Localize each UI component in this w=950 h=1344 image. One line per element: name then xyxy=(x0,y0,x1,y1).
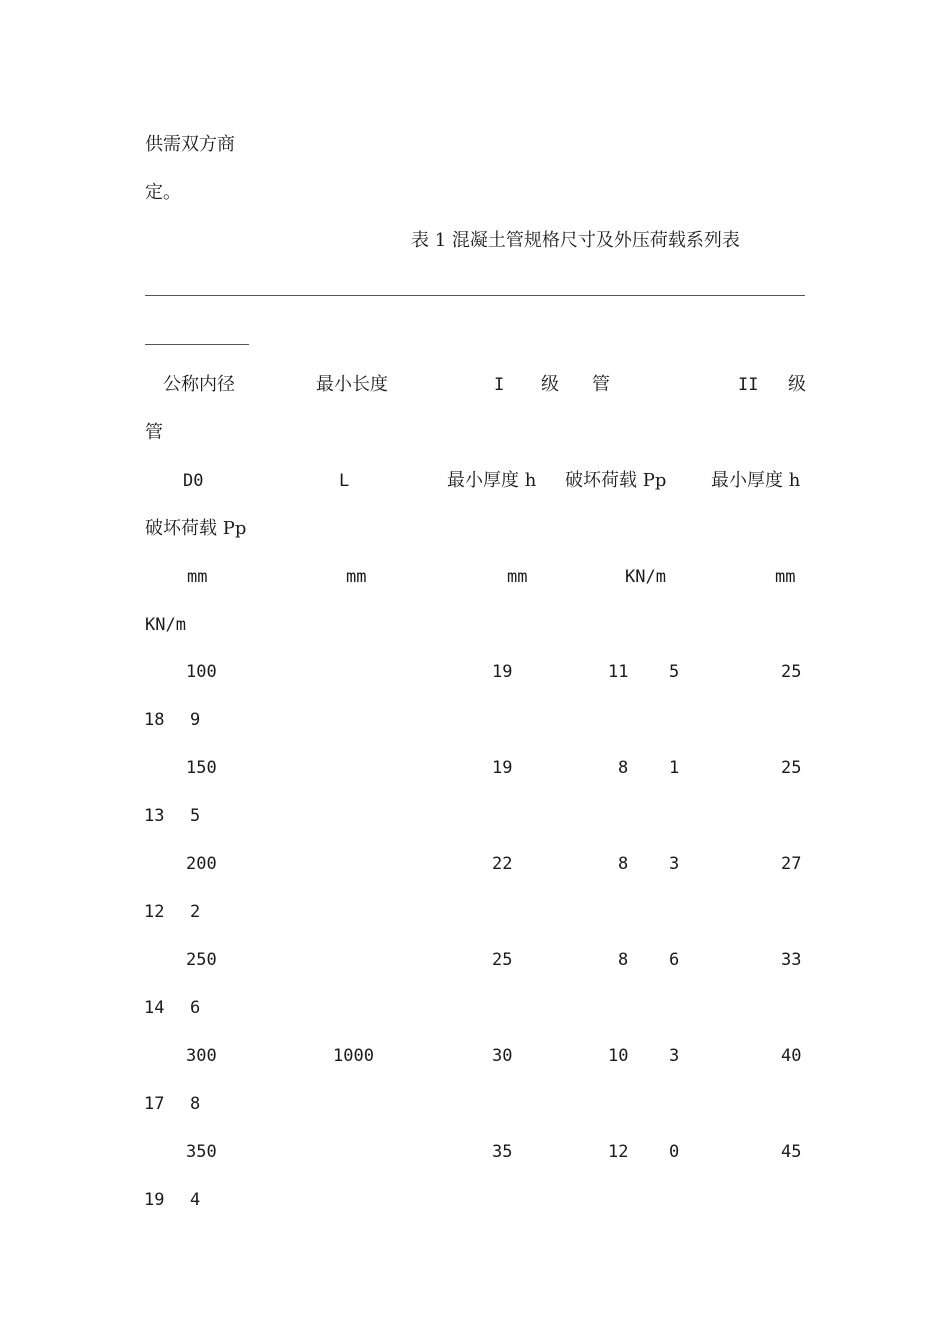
intro-line-1: 供需双方商 xyxy=(145,134,235,155)
header-min-thickness-2: 最小厚度 h xyxy=(711,470,801,491)
cell-d0: 150 xyxy=(186,758,217,778)
cell-thickness-2: 25 xyxy=(781,662,802,682)
unit-thickness-2: mm xyxy=(775,567,796,587)
cell-thickness-2: 45 xyxy=(781,1142,802,1162)
cell-load-2-dec: 6 xyxy=(190,998,201,1018)
header-grade-1-roman: I xyxy=(494,375,505,395)
cell-d0: 250 xyxy=(186,950,217,970)
cell-load-2-dec: 2 xyxy=(190,902,201,922)
table-top-rule xyxy=(145,295,805,296)
cell-thickness-1: 25 xyxy=(492,950,513,970)
cell-thickness-2: 27 xyxy=(781,854,802,874)
cell-load-2-int: 17 xyxy=(144,1094,165,1114)
header-min-length: 最小长度 xyxy=(316,374,388,395)
cell-load-1-dec: 5 xyxy=(669,662,680,682)
cell-load-1-dec: 3 xyxy=(669,854,680,874)
cell-load-1-int: 10 xyxy=(608,1046,629,1066)
cell-d0: 350 xyxy=(186,1142,217,1162)
header-nominal-diameter: 公称内径 xyxy=(163,374,235,395)
cell-load-1-int: 11 xyxy=(608,662,629,682)
header-grade-2-ji: 级 xyxy=(788,374,806,395)
cell-load-2-int: 18 xyxy=(144,710,165,730)
cell-load-2-int: 19 xyxy=(144,1190,165,1210)
cell-thickness-2: 25 xyxy=(781,758,802,778)
cell-load-2-int: 13 xyxy=(144,806,165,826)
header-grade-2-guan: 管 xyxy=(145,422,163,443)
cell-thickness-1: 19 xyxy=(492,662,513,682)
cell-load-1-dec: 6 xyxy=(669,950,680,970)
cell-load-2-dec: 9 xyxy=(190,710,201,730)
unit-l: mm xyxy=(346,567,367,587)
header-failure-load-2: 破坏荷载 Pp xyxy=(145,518,247,539)
table-title: 表 1 混凝土管规格尺寸及外压荷载系列表 xyxy=(411,230,740,251)
cell-length: 1000 xyxy=(333,1046,374,1066)
unit-thickness-1: mm xyxy=(507,567,528,587)
intro-line-2: 定。 xyxy=(145,182,181,203)
header-l: L xyxy=(339,471,350,491)
cell-load-2-int: 14 xyxy=(144,998,165,1018)
unit-load-2: KN/m xyxy=(145,615,186,635)
cell-load-2-dec: 4 xyxy=(190,1190,201,1210)
cell-thickness-2: 33 xyxy=(781,950,802,970)
cell-d0: 300 xyxy=(186,1046,217,1066)
header-grade-1-guan: 管 xyxy=(592,374,610,395)
cell-load-1-dec: 1 xyxy=(669,758,680,778)
cell-thickness-1: 19 xyxy=(492,758,513,778)
unit-load-1: KN/m xyxy=(625,567,666,587)
header-d0: D0 xyxy=(183,471,204,491)
cell-d0: 100 xyxy=(186,662,217,682)
header-failure-load-1: 破坏荷载 Pp xyxy=(565,470,667,491)
cell-thickness-1: 22 xyxy=(492,854,513,874)
cell-load-1-int: 12 xyxy=(608,1142,629,1162)
cell-load-2-dec: 8 xyxy=(190,1094,201,1114)
cell-load-1-int: 8 xyxy=(618,758,629,778)
header-grade-1-ji: 级 xyxy=(541,374,559,395)
cell-thickness-1: 30 xyxy=(492,1046,513,1066)
cell-load-1-int: 8 xyxy=(618,950,629,970)
header-min-thickness-1: 最小厚度 h xyxy=(447,470,537,491)
cell-load-1-dec: 3 xyxy=(669,1046,680,1066)
table-top-rule-wrap xyxy=(145,344,249,345)
header-grade-2-roman: II xyxy=(738,375,759,395)
unit-d0: mm xyxy=(187,567,208,587)
cell-d0: 200 xyxy=(186,854,217,874)
cell-thickness-2: 40 xyxy=(781,1046,802,1066)
cell-load-1-dec: 0 xyxy=(669,1142,680,1162)
cell-thickness-1: 35 xyxy=(492,1142,513,1162)
cell-load-1-int: 8 xyxy=(618,854,629,874)
cell-load-2-dec: 5 xyxy=(190,806,201,826)
cell-load-2-int: 12 xyxy=(144,902,165,922)
